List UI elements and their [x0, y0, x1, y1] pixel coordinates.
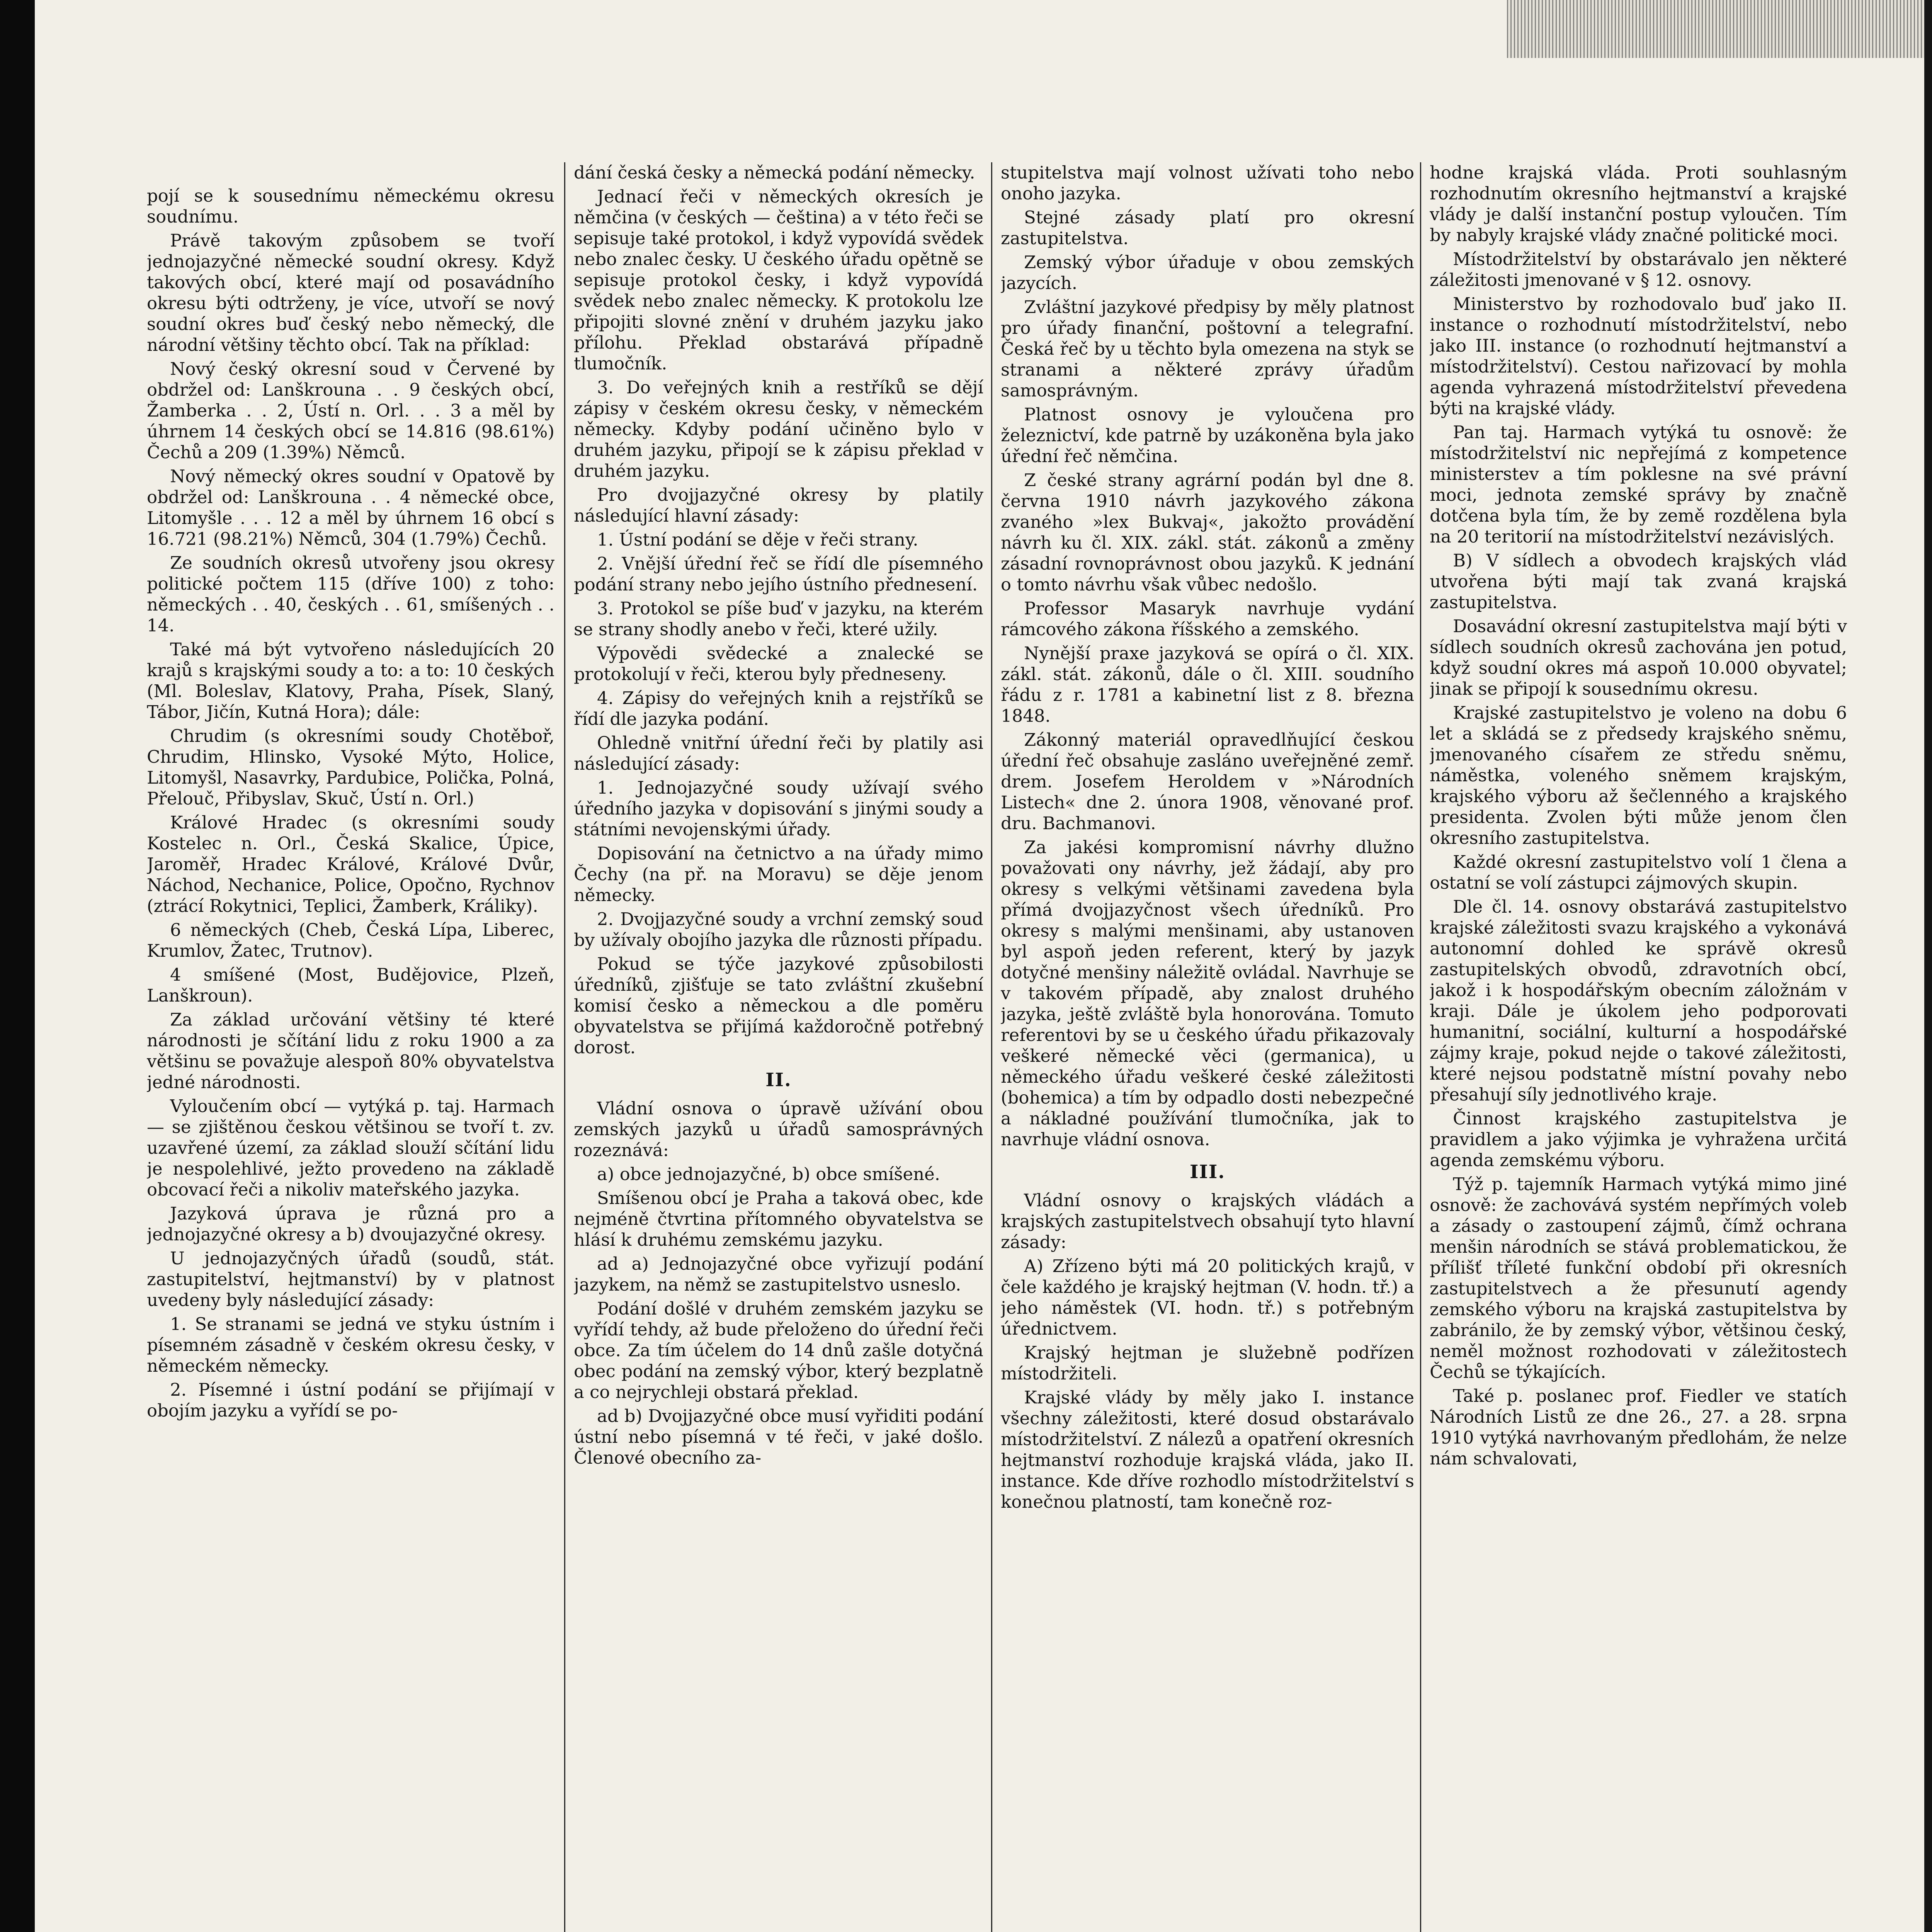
article-column-2 — [574, 162, 983, 1932]
paragraph: Ministerstvo by rozhodovalo buď jako II. instance o rozhodnutí místodržitelství, nebo jako III. instance (o rozhodnutí hejtmanství a místodržitelství). Cestou nařizovací by mohla agenda vyhrazená místodržitelství převedena býti na krajské vlády. — [1430, 294, 1847, 418]
paragraph: Také má být vytvořeno následujících 20 krajů s krajskými soudy a to: a to: 10 českých (Ml. Boleslav, Klatovy, Praha, Písek, Slaný, Tábor, Jičín, Kutná Hora); dále: — [147, 639, 554, 722]
paragraph: ad b) Dvojjazyčné obce musí vyřiditi podání ústní nebo písemná v té řeči, v jaké došlo. Členové obecního za- — [574, 1406, 983, 1468]
paragraph: Výpovědi svědecké a znalecké se protokolují v řeči, kterou byly předneseny. — [574, 643, 983, 684]
paragraph: Professor Masaryk navrhuje vydání rámcového zákona říšského a zemského. — [1001, 598, 1414, 639]
paragraph: 2. Písemné i ústní podání se přijímají v obojím jazyku a vyřídí se po- — [147, 1379, 554, 1421]
article-column-3 — [1001, 162, 1414, 1932]
paragraph: U jednojazyčných úřadů (soudů, stát. zastupitelství, hejtmanství) by v platnost uvedeny byly následující zásady: — [147, 1248, 554, 1310]
section-heading: II. — [765, 1069, 792, 1091]
paragraph: a) obce jednojazyčné, b) obce smíšené. — [597, 1164, 940, 1184]
paragraph: Každé okresní zastupitelstvo volí 1 člena a ostatní se volí zástupci zájmových skupin. — [1430, 852, 1847, 893]
paragraph: Ze soudních okresů utvořeny jsou okresy politické počtem 115 (dříve 100) z toho: německých . . 40, českých . . 61, smíšených . . 14. — [147, 553, 554, 636]
paragraph: 2. Vnější úřední řeč se řídí dle písemného podání strany nebo jejího ústního přednesení. — [574, 553, 983, 595]
paragraph: 6 německých (Cheb, Česká Lípa, Liberec, Krumlov, Žatec, Trutnov). — [147, 920, 554, 961]
page-gutter — [1924, 0, 1932, 1932]
paragraph: Chrudim (s okresními soudy Chotěboř, Chrudim, Hlinsko, Vysoké Mýto, Holice, Litomyšl, Nasavrky, Pardubice, Polička, Polná, Přelouč, Přibyslav, Skuč, Ústí n. Orl.) — [147, 726, 554, 809]
paragraph: Pro dvojjazyčné okresy by platily následující hlavní zásady: — [574, 485, 983, 526]
paragraph: Zemský výbor úřaduje v obou zemských jazycích. — [1001, 252, 1414, 293]
paragraph: Z české strany agrární podán byl dne 8. června 1910 návrh jazykového zákona zvaného »lex Bukvaj«, jakožto provádění návrh ku čl. XIX. zákl. stát. zákonů a změny zásadní rovnoprávnost obou jazyků. K jednání o tomto návrhu však vůbec nedošlo. — [1001, 470, 1414, 595]
paragraph: Vyloučením obcí — vytýká p. taj. Harmach — se zjištěnou českou většinou se tvoří t. zv. uzavřené území, za základ slouží sčítání lidu je nespolehlivé, ježto provedeno na základě obcovací řeči a nikoliv mateřského jazyka. — [147, 1096, 554, 1200]
article-column-1 — [147, 185, 554, 1932]
paragraph: Týž p. tajemník Harmach vytýká mimo jiné osnově: že zachovává systém nepřímých voleb a zásady o zastoupení zájmů, čímž ochrana menšin národních se stává problematickou, že přílišť tříleté funkční období při okresních zastupitelstvech a že přesunutí agendy zemského výboru na krajská zastupitelstva by zabránilo, že by zemský výbor, většinou český, neměl možnost rozhodovati v záležitostech Čechů se týkajících. — [1430, 1174, 1847, 1382]
paragraph: Právě takovým způsobem se tvoří jednojazyčné německé soudní okresy. Když takových obcí, které mají od posavádního okresu býti odtrženy, je více, utvoří se nový soudní okres buď český nebo německý, dle národní většiny těchto obcí. Tak na příklad: — [147, 230, 554, 355]
paragraph: Místodržitelství by obstarávalo jen některé záležitosti jmenované v § 12. osnovy. — [1430, 249, 1847, 290]
paragraph: Krajské zastupitelstvo je voleno na dobu 6 let a skládá se z předsedy krajského sněmu, jmenovaného císařem ze středu sněmu, náměstka, voleného sněmem krajským, krajského výboru až šečlenného a krajského presidenta. Zvolen býti může jenom člen okresního zastupitelstva. — [1430, 702, 1847, 848]
section-heading: III. — [1189, 1161, 1226, 1183]
paragraph: Pokud se týče jazykové způsobilosti úředníků, zjišťuje se tato zvláštní zkušební komisí česko a německou a dle poměru obyvatelstva se přijímá každoročně potřebný dorost. — [574, 954, 983, 1058]
column-rule — [1420, 162, 1421, 1932]
paragraph: Pan taj. Harmach vytýká tu osnově: že místodržitelství nic nepřejímá z kompetence ministerstev a tím poklesne na své právní moci, jednota zemské správy by značně dotčena byla tím, že by země rozdělena byla na 20 teritorií na místodržitelství nezávislých. — [1430, 422, 1847, 547]
paragraph: Platnost osnovy je vyloučena pro železnictví, kde patrně by uzákoněna byla jako úřední řeč němčina. — [1001, 404, 1414, 466]
paragraph: ad a) Jednojazyčné obce vyřizují podání jazykem, na němž se zastupitelstvo usneslo. — [574, 1253, 983, 1295]
paragraph: Jednací řeči v německých okresích je němčina (v českých — čeština) a v této řeči se sepisuje také protokol, i když vypovídá svědek nebo znalec česky. U českého úřadu opětně se sepisuje protokol česky, i když vypovídá svědek nebo znalec německy. K protokolu lze připojiti slovné znění v druhém jazyku jako přílohu. Překlad obstarává případně tlumočník. — [574, 186, 983, 374]
paragraph: 1. Ústní podání se děje v řeči strany. — [597, 529, 918, 550]
scan-noise — [1507, 0, 1932, 58]
paragraph: Ohledně vnitřní úřední řeči by platily asi následující zásady: — [574, 733, 983, 774]
paragraph: Dle čl. 14. osnovy obstarává zastupitelstvo krajské záležitosti svazu krajského a vykonává autonomní dohled ke správě okresů zastupitelských obvodů, zdravotních obcí, jakož i k hospodářským obecním záložnám v kraji. Dále je úkolem jeho podporovati humanitní, sociální, kulturní a hospodářské zájmy kraje, pokud nejde o takové záležitosti, které nejsou podstatně místní povahy nebo přesahují síly jednotlivého kraje. — [1430, 896, 1847, 1105]
paragraph: stupitelstva mají volnost užívati toho nebo onoho jazyka. — [1001, 162, 1414, 204]
paragraph: Jazyková úprava je různá pro a jednojazyčné okresy a b) dvoujazyčné okresy. — [147, 1203, 554, 1245]
paragraph: 3. Do veřejných knih a restříků se dějí zápisy v českém okresu česky, v německém německy. Kdyby podání učiněno bylo v druhém jazyku, připojí se k zápisu překlad v druhém jazyku. — [574, 377, 983, 481]
scan-edge — [0, 0, 35, 1932]
paragraph: 3. Protokol se píše buď v jazyku, na kterém se strany shodly anebo v řeči, které užily. — [574, 598, 983, 639]
paragraph: Za základ určování většiny té které národnosti je sčítání lidu z roku 1900 a za většinu se považuje alespoň 80% obyvatelstva jedné národnosti. — [147, 1009, 554, 1092]
paragraph: Nový český okresní soud v Červené by obdržel od: Lanškrouna . . 9 českých obcí, Žamberka . . 2, Ústí n. Orl. . . 3 a měl by úhrnem 14 českých obcí se 14.816 (98.61%) Čechů a 209 (1.39%) Němců. — [147, 359, 554, 463]
paragraph: Krajské vlády by měly jako I. instance všechny záležitosti, které dosud obstarávalo místodržitelství. Z nálezů a opatření okresních hejtmanství rozhoduje krajská vláda, jako II. instance. Kde dříve rozhodlo místodržitelství s konečnou platností, tam konečně roz- — [1001, 1387, 1414, 1512]
paragraph: Králové Hradec (s okresními soudy Kostelec n. Orl., Česká Skalice, Úpice, Jaroměř, Hradec Králové, Králové Dvůr, Náchod, Nechanice, Police, Opočno, Rychnov (ztrácí Rokytnici, Teplici, Žamberk, Králiky). — [147, 812, 554, 916]
paragraph: Vládní osnova o úpravě užívání obou zemských jazyků u úřadů samosprávných rozeznává: — [574, 1098, 983, 1160]
paragraph: Podání došlé v druhém zemském jazyku se vyřídí tehdy, až bude přeloženo do úřední řeči obce. Za tím účelem do 14 dnů zašle dotyčná obec podání na zemský výbor, který bezplatně a co nejrychleji obstará překlad. — [574, 1298, 983, 1402]
paragraph: pojí se k sousednímu německému okresu soudnímu. — [147, 185, 554, 227]
paragraph: Dopisování na četnictvo a na úřady mimo Čechy (na př. na Moravu) se děje jenom německy. — [574, 843, 983, 905]
paragraph: Za jakési kompromisní návrhy dlužno považovati ony návrhy, jež žádají, aby pro okresy s velkými většinami zavedena byla přímá dvojjazyčnost všech úředníků. Pro okresy s malými menšinami, aby ustanoven byl aspoň jeden referent, který by jazyk dotyčné menšiny náležitě ovládal. Navrhuje se v takovém případě, aby znalost druhého jazyka, ještě zvláště byla honorována. Tomuto referentovi by se u českého úřadu přikazovaly veškeré německé věci (germanica), u německého úřadu veškeré české záležitosti (bohemica) a tím by odpadlo dosti nebezpečné a nákladné používání tlumočníka, jak to navrhuje vládní osnova. — [1001, 837, 1414, 1150]
paragraph: 4. Zápisy do veřejných knih a rejstříků se řídí dle jazyka podání. — [574, 688, 983, 729]
paragraph: Krajský hejtman je služebně podřízen místodržiteli. — [1001, 1342, 1414, 1384]
paragraph: 1. Jednojazyčné soudy užívají svého úředního jazyka v dopisování s jinými soudy a státními nevojenskými úřady. — [574, 777, 983, 840]
paragraph: Zvláštní jazykové předpisy by měly platnost pro úřady finanční, poštovní a telegrafní. Česká řeč by u těchto byla omezena na styk se stranami a některé zprávy úřadům samosprávným. — [1001, 297, 1414, 401]
paragraph: Zákonný materiál opravedlňující českou úřední řeč obsahuje zasláno uveřejněné zemř. drem. Josefem Heroldem v »Národních Listech« dne 2. února 1908, věnované prof. dru. Bachmanovi. — [1001, 730, 1414, 833]
paragraph: hodne krajská vláda. Proti souhlasným rozhodnutím okresního hejtmanství a krajské vlády je další instanční postup vyloučen. Tím by nabyly krajské vlády značné politické moci. — [1430, 162, 1847, 245]
paragraph: Činnost krajského zastupitelstva je pravidlem a jako výjimka je vyhražena určitá agenda zemskému výboru. — [1430, 1108, 1847, 1170]
paragraph: Stejné zásady platí pro okresní zastupitelstva. — [1001, 207, 1414, 248]
paragraph: Smíšenou obcí je Praha a taková obec, kde nejméně čtvrtina přítomného obyvatelstva se hlásí k druhému zemskému jazyku. — [574, 1188, 983, 1250]
column-rule — [991, 162, 992, 1932]
paragraph: Vládní osnovy o krajských vládách a krajských zastupitelstvech obsahují tyto hlavní zásady: — [1001, 1190, 1414, 1252]
paragraph: 1. Se stranami se jedná ve styku ústním i písemném zásadně v českém okresu česky, v německém německy. — [147, 1314, 554, 1376]
paragraph: 4 smíšené (Most, Budějovice, Plzeň, Lanškroun). — [147, 964, 554, 1006]
paragraph: Nový německý okres soudní v Opatově by obdržel od: Lanškrouna . . 4 německé obce, Litomyšle . . . 12 a měl by úhrnem 16 obcí s 16.721 (98.21%) Němců, 304 (1.79%) Čechů. — [147, 466, 554, 549]
paragraph: Dosavádní okresní zastupitelstva mají býti v sídlech soudních okresů zachována jen potud, když soudní okres má aspoň 10.000 obyvatel; jinak se připojí k sousednímu okresu. — [1430, 616, 1847, 699]
paragraph: Také p. poslanec prof. Fiedler ve statích Národních Listů ze dne 26., 27. a 28. srpna 1910 vytýká navrhovaným předlohám, že nelze nám schvalovati, — [1430, 1386, 1847, 1469]
paragraph: B) V sídlech a obvodech krajských vlád utvořena býti mají tak zvaná krajská zastupitelstva. — [1430, 550, 1847, 612]
paragraph: Nynější praxe jazyková se opírá o čl. XIX. zákl. stát. zákonů, dále o čl. XIII. soudního řádu z r. 1781 a kabinetní list z 8. března 1848. — [1001, 643, 1414, 726]
paragraph: A) Zřízeno býti má 20 politických krajů, v čele každého je krajský hejtman (V. hodn. tř.) a jeho náměstek (VI. hodn. tř.) s potřebným úřednictvem. — [1001, 1256, 1414, 1339]
paragraph: 2. Dvojjazyčné soudy a vrchní zemský soud by užívaly obojího jazyka dle různosti případu. — [574, 909, 983, 950]
article-column-4 — [1430, 162, 1847, 1932]
column-rule — [564, 162, 565, 1932]
paragraph: dání česká česky a německá podání německy. — [574, 162, 975, 183]
